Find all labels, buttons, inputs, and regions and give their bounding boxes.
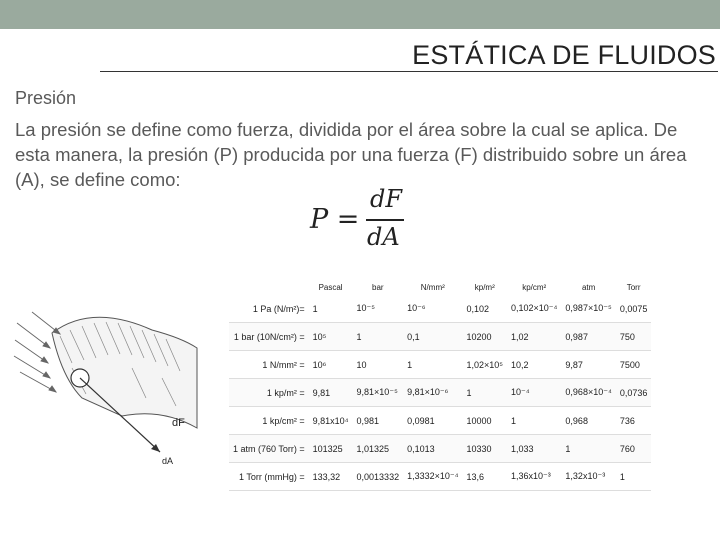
- column-header: kp/cm²: [522, 282, 547, 292]
- table-cell: 10,2: [507, 351, 561, 379]
- table-cell: 736: [616, 407, 652, 435]
- column-header: bar: [372, 282, 384, 292]
- table-cell: 0,0075: [616, 295, 652, 323]
- row-label: 1 Pa (N/m²)=: [229, 295, 309, 323]
- table-cell: 0,102×10⁻⁴: [507, 295, 561, 323]
- column-header: Torr: [626, 282, 641, 292]
- row-label: 1 atm (760 Torr) =: [229, 435, 309, 463]
- table-cell: 1: [463, 379, 508, 407]
- formula-lhs: P =: [310, 204, 360, 235]
- table-cell: 7500: [616, 351, 652, 379]
- column-header: atm: [581, 282, 596, 292]
- table-cell: 0,1: [403, 323, 462, 351]
- table-cell: 0,981: [353, 407, 404, 435]
- table-cell: 0,0736: [616, 379, 652, 407]
- table-cell: 9,81×10⁻⁶: [403, 379, 462, 407]
- table-row: [229, 351, 651, 379]
- header-bar: [0, 0, 720, 29]
- table-row: [229, 323, 651, 351]
- table-cell: 0,0981: [403, 407, 462, 435]
- table-cell: 1,02×10⁵: [463, 351, 508, 379]
- title-underline: [100, 71, 718, 72]
- table-cell: 9,81: [309, 379, 353, 407]
- table-cell: 10⁻⁶: [403, 295, 462, 323]
- formula-numerator: dF: [370, 185, 403, 213]
- column-header: Pascal: [318, 282, 343, 292]
- table-cell: 10⁻⁴: [507, 379, 561, 407]
- section-heading: Presión: [15, 88, 77, 108]
- fraction-bar: [366, 219, 404, 221]
- table-cell: 9,87: [561, 351, 615, 379]
- table-cell: 0,102: [463, 295, 508, 323]
- table-cell: 760: [616, 435, 652, 463]
- table-cell: 10⁻⁵: [353, 295, 404, 323]
- table-row: [229, 379, 651, 407]
- slide-title: ESTÁTICA DE FLUIDOS: [412, 40, 716, 70]
- table-cell: 0,1013: [403, 435, 462, 463]
- formula-denominator: dA: [367, 223, 400, 251]
- table-cell: 1: [353, 323, 404, 351]
- pressure-arrows: [14, 312, 60, 392]
- table-cell: 0,987×10⁻⁵: [561, 295, 615, 323]
- pressure-units-table: [229, 279, 651, 491]
- table-cell: 1: [507, 407, 561, 435]
- table-cell: 10200: [463, 323, 508, 351]
- table-cell: 1,033: [507, 435, 561, 463]
- table-row: [229, 295, 651, 323]
- table-cell: 101325: [309, 435, 353, 463]
- row-label: 1 kp/m² =: [229, 379, 309, 407]
- column-header: N/mm²: [420, 282, 445, 292]
- table-cell: 0,968: [561, 407, 615, 435]
- definition-paragraph: La presión se define como fuerza, dividida por el área sobre la cual se aplica. De esta manera, la presión (P) producida por una fuerza (F) distribuido sobre un área (A), se define como:: [15, 119, 687, 190]
- row-label: 1 Torr (mmHg) =: [229, 463, 309, 491]
- table-header-row: [229, 279, 651, 295]
- table-cell: 13,6: [463, 463, 508, 491]
- table-cell: 1: [616, 463, 652, 491]
- table-row: [229, 435, 651, 463]
- column-header: [229, 279, 309, 295]
- table-row: [229, 463, 651, 491]
- table-cell: 10000: [463, 407, 508, 435]
- table-cell: 1: [403, 351, 462, 379]
- row-label: 1 kp/cm² =: [229, 407, 309, 435]
- row-label: 1 bar (10N/cm²) =: [229, 323, 309, 351]
- table-cell: 9,81x10⁴: [309, 407, 353, 435]
- table-cell: 1: [309, 295, 353, 323]
- table-cell: 1,01325: [353, 435, 404, 463]
- table-cell: 1,3332×10⁻⁴: [403, 463, 462, 491]
- pressure-surface-diagram: [12, 308, 207, 478]
- table-cell: 0,0013332: [353, 463, 404, 491]
- table-cell: 10: [353, 351, 404, 379]
- table-cell: 9,81×10⁻⁵: [353, 379, 404, 407]
- table-cell: 1,36x10⁻³: [507, 463, 561, 491]
- row-label: 1 N/mm² =: [229, 351, 309, 379]
- table-cell: 0,968×10⁻⁴: [561, 379, 615, 407]
- table-cell: 750: [616, 323, 652, 351]
- pressure-formula: [310, 182, 430, 260]
- column-header: kp/m²: [474, 282, 495, 292]
- label-dF: dF: [172, 417, 185, 429]
- table-body: [229, 295, 651, 491]
- table-cell: 1: [561, 435, 615, 463]
- table-cell: 10⁵: [309, 323, 353, 351]
- table-cell: 10⁶: [309, 351, 353, 379]
- table-cell: 0,987: [561, 323, 615, 351]
- table-cell: 1,02: [507, 323, 561, 351]
- label-dA: dA: [162, 456, 174, 466]
- table-cell: 133,32: [309, 463, 353, 491]
- table-row: [229, 407, 651, 435]
- table-cell: 1,32x10⁻³: [561, 463, 615, 491]
- table-cell: 10330: [463, 435, 508, 463]
